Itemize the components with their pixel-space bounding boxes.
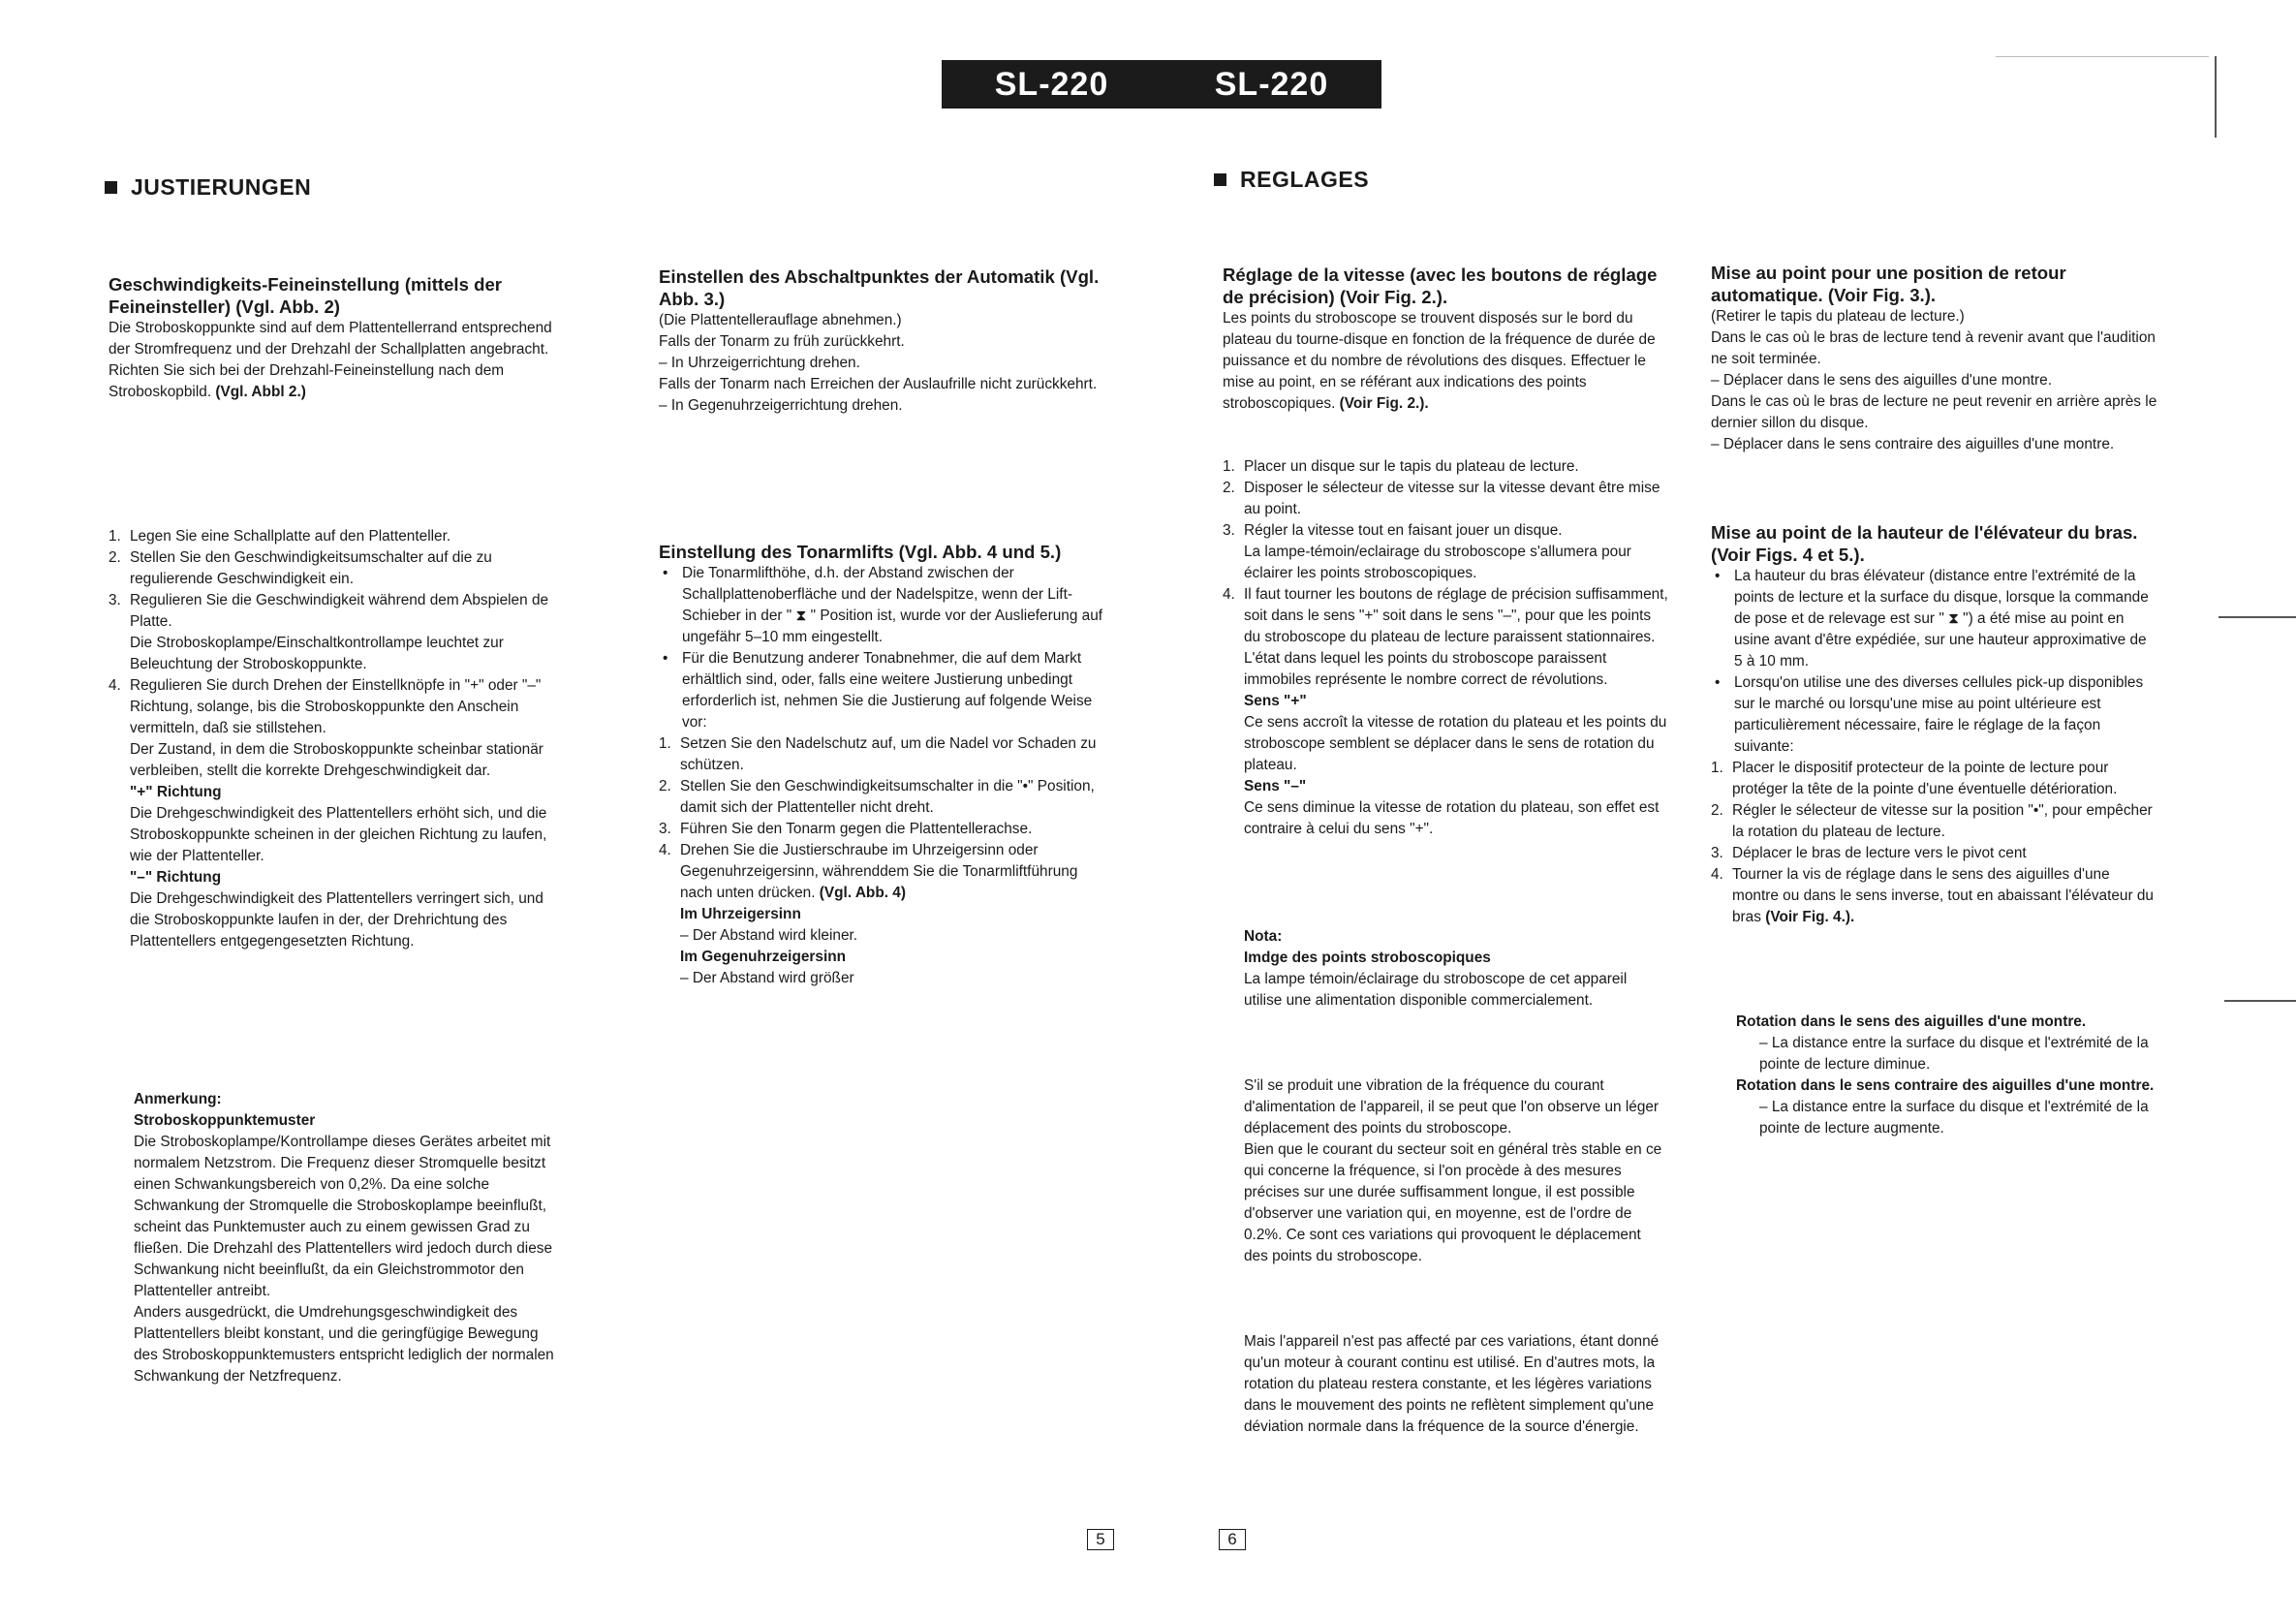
speed-intro-fr: Les points du stroboscope se trouvent disposés sur le bord du plateau du tourne-disque en fonction de la fréquence de durée de puissance et du nombre de révolutions des disques. Effectuer le mise au point, en se référant aux indications des points stroboscopiques. (Voir Fig. 2.). — [1223, 310, 1656, 412]
list-item: • Für die Benutzung anderer Tonabnehmer, die auf dem Markt erhältlich sind, oder, falls eine weitere Justierung unbedingt erforderlich ist, nehmen Sie die Justierung auf folgende Weise vor: — [663, 650, 1093, 731]
speed-intro-de: Die Stroboskoppunkte sind auf dem Plattentellerrand entsprechend der Stromfrequenz und der Drehzahl der Schallplatten angebracht. Richten Sie sich bei der Drehzahl-Feineinstellung nach dem Stroboskopbild. (Vgl. Abbl 2.) — [109, 320, 552, 400]
rotation-ccw-label-fr: Rotation dans le sens contraire des aiguilles d'une montre. — [1736, 1077, 2155, 1094]
note-text-de: Anders ausgedrückt, die Umdrehungsgeschwindigkeit des Plattentellers bleibt konstant, und die geringfügige Bewegung des Stroboskoppunktemusters entspricht lediglich der normalen Schwankung der Netzfrequenz. — [134, 1304, 554, 1385]
arm-lift-fr — [1711, 521, 2158, 928]
minus-direction-label-de: "–" Richtung — [130, 869, 222, 886]
square-bullet-icon — [1214, 173, 1226, 186]
minus-direction-label-fr: Sens "–" — [1244, 778, 1307, 794]
list-item: 3. Régler la vitesse tout en faisant jouer un disque. La lampe-témoin/eclairage du stroboscope s'allumera pour éclairer les points stroboscopiques. — [1223, 522, 1631, 581]
section-title-justierungen: JUSTIERUNGEN — [105, 174, 311, 201]
list-item: 4. Il faut tourner les boutons de réglage de précision suffisamment, soit dans le sens "+" soit dans le sens "–", pour que les points du stroboscope du plateau de lecture paraissent stationnaires. L'état dans lequel les points du stroboscope paraissent immobiles représente le nombre correct de révolutions. Sens "+" Ce sens accroît la vitesse de rotation du plateau et les points du stroboscope semblent se déplacer dans le sens de rotation du plateau. Sens "–" Ce sens diminue la vitesse de rotation du plateau, son effet est contraire à celui du sens "+". — [1223, 586, 1668, 837]
list-item: 2. Régler le sélecteur de vitesse sur la position "•", pour empêcher la rotation du plateau de lecture. — [1711, 802, 2153, 840]
list-item: 2. Stellen Sie den Geschwindigkeitsumschalter auf die zu regulierende Geschwindigkeit ein. — [109, 549, 492, 587]
tonearm-lift-de — [659, 541, 1110, 989]
margin-tick-mark — [2224, 1000, 2296, 1002]
rotation-cw-label-fr: Rotation dans le sens des aiguilles d'une montre. — [1736, 1013, 2087, 1030]
rotation-cw-text-fr: – La distance entre la surface du disque et l'extrémité de la pointe de lecture diminue. — [1759, 1035, 2149, 1073]
speed-steps-fr — [1223, 456, 1668, 840]
note-label-fr: Nota: — [1244, 928, 1283, 945]
model-label-left: SL-220 — [994, 65, 1109, 103]
speed-adjust-fr — [1223, 264, 1668, 415]
autostop-heading-de: Einstellen des Abschaltpunktes der Automatik (Vgl. Abb. 3.) — [659, 266, 1100, 309]
note-text-fr: Mais l'appareil n'est pas affecté par ces variations, étant donné qu'un moteur à courant continu est utilisé. En d'autres mots, la rotation du plateau restera constante, et les légères variations dans le mouvement des points ne reflètent simplement qu'une déviation normale dans la fréquence de la source d'énergie. — [1244, 1333, 1660, 1435]
list-item: 1. Setzen Sie den Nadelschutz auf, um die Nadel vor Schaden zu schützen. — [659, 735, 1097, 773]
plus-direction-label-fr: Sens "+" — [1244, 693, 1307, 709]
list-item: 1. Placer le dispositif protecteur de la pointe de lecture pour protéger la tête de la pointe d'une éventuelle détérioration. — [1711, 760, 2118, 797]
margin-rule-mark — [2215, 56, 2217, 138]
section-title-reglages: REGLAGES — [1214, 167, 1369, 193]
note-text-fr: Bien que le courant du secteur soit en général très stable en ce qui concerne la fréquence, si l'on procède à des mesures précises sur une durée suffisamment longue, il est possible d'observer une variation qui, en moyenne, est de l'ordre de 0.2%. Ce sont ces variations qui provoquent le déplacement des points du stroboscope. — [1244, 1141, 1662, 1264]
model-header — [942, 60, 1381, 109]
note-de — [134, 1089, 556, 1387]
note-final-fr — [1244, 1331, 1666, 1438]
note-continued-fr — [1244, 1075, 1666, 1267]
note-text-de: Die Stroboskoplampe/Kontrollampe dieses Gerätes arbeitet mit normalem Netzstrom. Die Frequenz dieser Stromquelle besitzt einen Schwankungsbereich von 0,2%. Da eine solche Schwankung der Stromquelle die Stroboskoplampe beeinflußt, scheint das Punktemuster auch zu einem gewissen Grad zu fließen. Die Drehzahl des Plattentellers wird jedoch durch diese Schwankung nicht beeinflußt, da ein Gleichstrommotor den Plattenteller antreibt. — [134, 1134, 553, 1299]
square-bullet-icon — [105, 181, 117, 194]
note-subtitle-fr: Imdge des points stroboscopiques — [1244, 950, 1491, 966]
list-item: 1. Placer un disque sur le tapis du plateau de lecture. — [1223, 458, 1579, 475]
list-item: 1. Legen Sie eine Schallplatte auf den Plattenteller. — [109, 528, 451, 545]
lift-bullets-de — [659, 563, 1110, 733]
speed-steps-de — [109, 526, 554, 952]
list-item: 3. Regulieren Sie die Geschwindigkeit während dem Abspielen de Platte. Die Stroboskoplampe/Einschaltkontrollampe leuchtet zur Beleuchtung der Stroboskoppunkte. — [109, 592, 549, 672]
lift-heading-de: Einstellung des Tonarmlifts (Vgl. Abb. 4 und 5.) — [659, 542, 1062, 562]
speed-adjust-de — [109, 273, 554, 403]
lift-steps-fr — [1711, 758, 2158, 928]
margin-tick-mark — [2218, 616, 2296, 618]
autoreturn-heading-fr: Mise au point pour une position de retour automatique. (Voir Fig. 3.). — [1711, 263, 2066, 305]
autoreturn-fr: Mise au point pour une position de retour automatique. (Voir Fig. 3.). (Retirer le tapis du plateau de lecture.) Dans le cas où le bras de lecture tend à revenir avant que l'audition ne soit terminée. – Déplacer dans le sens des aiguilles d'une montre. Dans le cas où le bras de lecture ne peut revenir en arrière après le dernier sillon du disque. – Déplacer dans le sens contraire des aiguilles d'une montre. — [1711, 263, 2157, 452]
model-label-right: SL-220 — [1214, 65, 1329, 103]
margin-tick-mark — [1996, 56, 2209, 57]
rotation-notes-fr — [1736, 1012, 2158, 1139]
plus-direction-label-de: "+" Richtung — [130, 784, 222, 800]
page-number-left: 5 — [1087, 1529, 1114, 1550]
speed-heading-de: Geschwindigkeits-Feineinstellung (mittels der Feineinsteller) (Vgl. Abb. 2) — [109, 274, 503, 317]
list-item: • Lorsqu'on utilise une des diverses cellules pick-up disponibles sur le marché ou lorsqu'une mise au point ultérieure est particulièrement nécessaire, faire le réglage de la façon suivante: — [1715, 674, 2144, 755]
list-item: • La hauteur du bras élévateur (distance entre l'extrémité de la points de lecture et la surface du disque, lorsque la commande de pose et de relevage est sur " ⧗ ") a été mise au point en usine avant d'être expédiée, sur une hauteur approximative de 5 à 10 mm. — [1715, 568, 2149, 670]
note-text-fr: S'il se produit une vibration de la fréquence du courant d'alimentation de l'appareil, il se peut que l'on observe un léger déplacement des points du stroboscope. — [1244, 1077, 1660, 1137]
list-item: 2. Disposer le sélecteur de vitesse sur la vitesse devant être mise au point. — [1223, 480, 1660, 517]
list-item: 4. Tourner la vis de réglage dans le sens des aiguilles d'une montre ou dans le sens inverse, tout en abaissant l'élévateur du bras (Voir Fig. 4.). — [1711, 866, 2154, 925]
page-number-right: 6 — [1219, 1529, 1246, 1550]
list-item: 4. Drehen Sie die Justierschraube im Uhrzeigersinn oder Gegenuhrzeigersinn, währenddem Sie die Tonarmliftführung nach unten drücken. (Vgl. Abb. 4) Im Uhrzeigersinn – Der Abstand wird kleiner. Im Gegenuhrzeigersinn – Der Abstand wird größer — [659, 842, 1078, 986]
note-text-fr: La lampe témoin/éclairage du stroboscope de cet appareil utilise une alimentation disponible commercialement. — [1244, 971, 1628, 1009]
speed-step-list-de — [109, 526, 554, 952]
note-subtitle-de: Stroboskoppunktemuster — [134, 1112, 316, 1129]
list-item: 3. Führen Sie den Tonarm gegen die Plattentellerachse. — [659, 821, 1033, 837]
lift-bullets-fr — [1711, 566, 2158, 758]
note-label-de: Anmerkung: — [134, 1091, 222, 1107]
list-item: 3. Déplacer le bras de lecture vers le pivot cent — [1711, 845, 2027, 861]
list-item: • Die Tonarmlifthöhe, d.h. der Abstand zwischen der Schallplattenoberfläche und der Nadelspitze, wenn der Lift-Schieber in der " ⧗ " Position ist, wurde vor der Auslieferung auf ungefähr 5–10 mm eingestellt. — [663, 565, 1103, 645]
note-fr — [1244, 926, 1666, 1012]
list-item: 2. Stellen Sie den Geschwindigkeitsumschalter in die "•" Position, damit sich der Plattenteller nicht dreht. — [659, 778, 1095, 816]
rotation-ccw-text-fr: – La distance entre la surface du disque et l'extrémité de la pointe de lecture augmente. — [1759, 1099, 2149, 1137]
lift-steps-de — [659, 733, 1110, 989]
speed-step-list-fr — [1223, 456, 1668, 840]
list-item: 4. Regulieren Sie durch Drehen der Einstellknöpfe in "+" oder "–" Richtung, solange, bis die Stroboskoppunkte den Anschein vermitteln, daß sie stillstehen. Der Zustand, in dem die Stroboskoppunkte scheinbar stationär verbleiben, stellt die korrekte Drehgeschwindigkeit dar. "+" Richtung Die Drehgeschwindigkeit des Plattentellers erhöht sich, und die Stroboskoppunkte scheinen in der gleichen Richtung zu laufen, wie der Plattenteller. "–" Richtung Die Drehgeschwindigkeit des Plattentellers verringert sich, und die Stroboskoppunkte laufen in der, der Drehrichtung des Plattentellers entgegengesetzten Richtung. — [109, 677, 547, 950]
lift-heading-fr: Mise au point de la hauteur de l'élévateur du bras. (Voir Figs. 4 et 5.). — [1711, 522, 2138, 565]
autostop-de: Einstellen des Abschaltpunktes der Automatik (Vgl. Abb. 3.) (Die Plattentellerauflage abnehmen.) Falls der Tonarm zu früh zurückkehrt. – In Uhrzeigerrichtung drehen. Falls der Tonarm nach Erreichen der Auslaufrille nicht zurückkehrt. – In Gegenuhrzeigerrichtung drehen. — [659, 265, 1110, 417]
speed-heading-fr: Réglage de la vitesse (avec les boutons de réglage de précision) (Voir Fig. 2.). — [1223, 265, 1658, 307]
